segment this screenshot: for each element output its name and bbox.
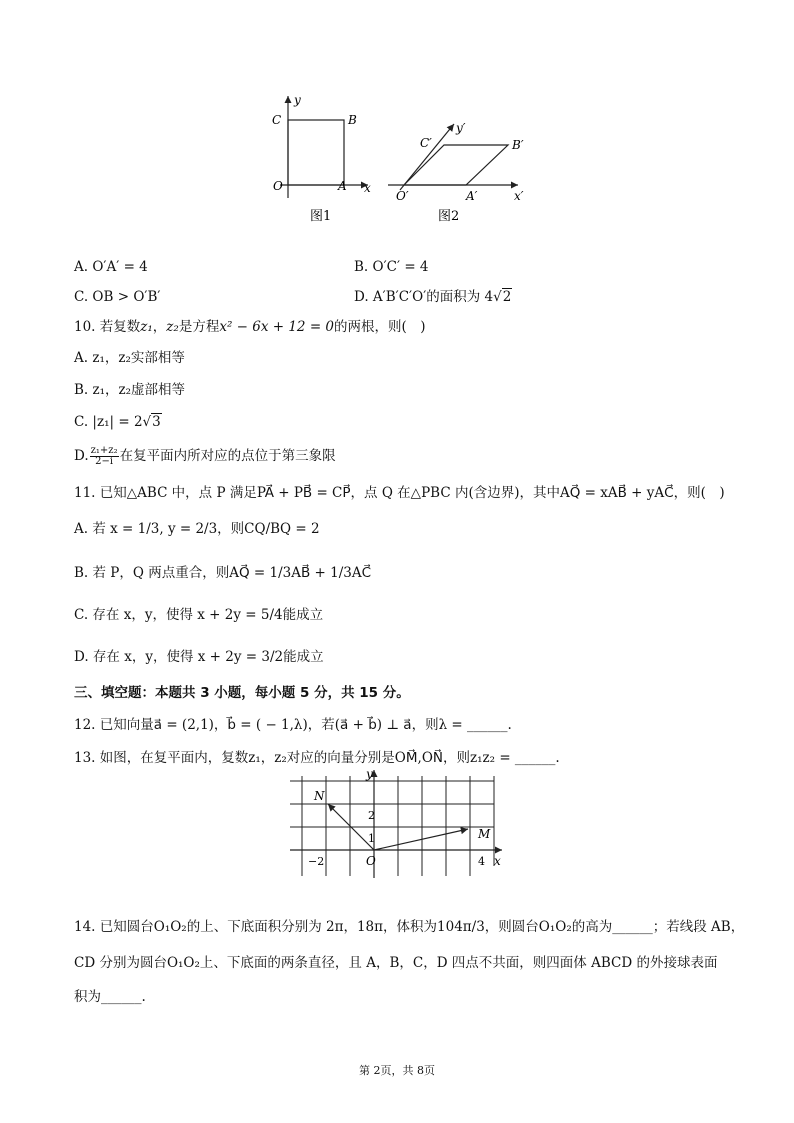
q10-stem-pre: 10. 若复数: [74, 319, 141, 335]
fig1-label-o: O: [273, 179, 283, 193]
fig2-label-x: x′: [514, 189, 524, 203]
q10-option-b: B. z₁，z₂虚部相等: [74, 382, 186, 398]
vector-om: [374, 829, 468, 850]
q9-option-a: A. O′A′ = 4: [74, 259, 148, 275]
section-3-heading: 三、填空题：本题共 3 小题，每小题 5 分，共 15 分。: [74, 685, 410, 701]
fig2-label-c: C′: [420, 136, 432, 150]
q10-option-d-num: z₁+z₂: [90, 445, 118, 456]
q10-option-d-den: 2−i: [95, 456, 114, 467]
q10-option-d-label: D.: [74, 448, 89, 464]
q12-stem: 12. 已知向量a⃗ = (2,1)，b⃗ = ( − 1,λ)，若(a⃗ + b⃗) ⊥ a⃗，则λ = ______.: [74, 717, 512, 733]
q10-z2: z₂: [166, 319, 179, 335]
q14-line-3: 积为______.: [74, 989, 146, 1005]
q10-z1: z₁: [140, 319, 153, 335]
q9-option-d-radicand: 2: [502, 289, 512, 305]
grid-tick-minus2: −2: [308, 855, 325, 868]
q10-option-c: [74, 413, 162, 431]
fig1-label-x: x: [364, 181, 371, 195]
fig1-label-y: y: [294, 93, 301, 107]
q10-stem: 10. 若复数z₁，z₂是方程x² − 6x + 12 = 0的两根，则( ): [74, 319, 426, 335]
q11-option-b: B. 若 P，Q 两点重合，则AQ⃗ = 1/3AB⃗ + 1/3AC⃗: [74, 565, 372, 581]
q9-option-d: [354, 288, 512, 306]
fig2-label-a: A′: [466, 189, 478, 203]
complex-plane-grid: [282, 766, 512, 886]
q10-equation: x² − 6x + 12 = 0: [219, 319, 335, 335]
fig1-square: [288, 120, 344, 185]
q10-option-c-radicand: 3: [152, 414, 161, 430]
grid-label-m: M: [478, 827, 491, 841]
q10-stem-mid: 是方程: [178, 319, 220, 335]
q11-stem: 11. 已知△ABC 中，点 P 满足PA⃗ + PB⃗ = CP⃗，点 Q 在△PBC 内(含边界)，其中AQ⃗ = xAB⃗ + yAC⃗，则( ): [74, 485, 725, 501]
grid-tick-4: 4: [478, 855, 485, 868]
q11-option-d: D. 存在 x，y，使得 x + 2y = 3/2能成立: [74, 649, 324, 665]
q10-option-c-text: C. |z₁| = 2: [74, 414, 143, 430]
sqrt-icon: √: [493, 289, 502, 305]
q10-option-d-fraction: [90, 446, 119, 467]
grid-label-x: x: [494, 854, 501, 868]
grid-label-o: O: [366, 854, 376, 868]
q9-option-b: B. O′C′ = 4: [354, 259, 429, 275]
grid-label-y: y: [366, 767, 373, 781]
q10-option-d: [74, 446, 336, 467]
fig2-caption: 图2: [438, 209, 460, 224]
q11-option-a: A. 若 x = 1/3, y = 2/3，则CQ/BQ = 2: [74, 521, 320, 537]
coordinate-figures: [260, 90, 550, 230]
fig2-label-y: y′: [456, 121, 466, 135]
q14-line-1: 14. 已知圆台O₁O₂的上、下底面积分别为 2π，18π，体积为104π/3，则圆台O₁O₂的高为______；若线段 AB，: [74, 919, 745, 935]
q9-option-d-text: D. A′B′C′O′的面积为 4: [354, 289, 494, 305]
fig2-label-o: O′: [396, 189, 409, 203]
fig1-label-b: B: [348, 113, 357, 127]
q10-option-a: A. z₁，z₂实部相等: [74, 350, 185, 366]
sqrt-icon: √: [142, 414, 152, 430]
fig2-parallelogram: [404, 145, 508, 185]
q10-stem-post: 的两根，则( ): [334, 319, 426, 335]
grid-label-n: N: [314, 789, 325, 803]
q14-line-2: CD 分别为圆台O₁O₂上、下底面的两条直径，且 A，B，C，D 四点不共面，则四面体 ABCD 的外接球表面: [74, 955, 718, 971]
grid-tick-2: 2: [368, 809, 375, 822]
q13-stem: 13. 如图，在复平面内，复数z₁，z₂对应的向量分别是OM⃗,ON⃗，则z₁z₂ = ______.: [74, 750, 560, 766]
fig1-label-a: A: [338, 179, 347, 193]
q11-option-c: C. 存在 x，y，使得 x + 2y = 5/4能成立: [74, 607, 324, 623]
fig2-label-b: B′: [512, 138, 524, 152]
q9-option-c: C. OB > O′B′: [74, 289, 161, 305]
fig1-caption: 图1: [310, 209, 332, 224]
page-footer: 第 2页，共 8页: [359, 1064, 435, 1077]
fig1-label-c: C: [272, 113, 282, 127]
q10-option-d-post: 在复平面内所对应的点位于第三象限: [119, 448, 336, 464]
grid-tick-1: 1: [368, 832, 375, 845]
